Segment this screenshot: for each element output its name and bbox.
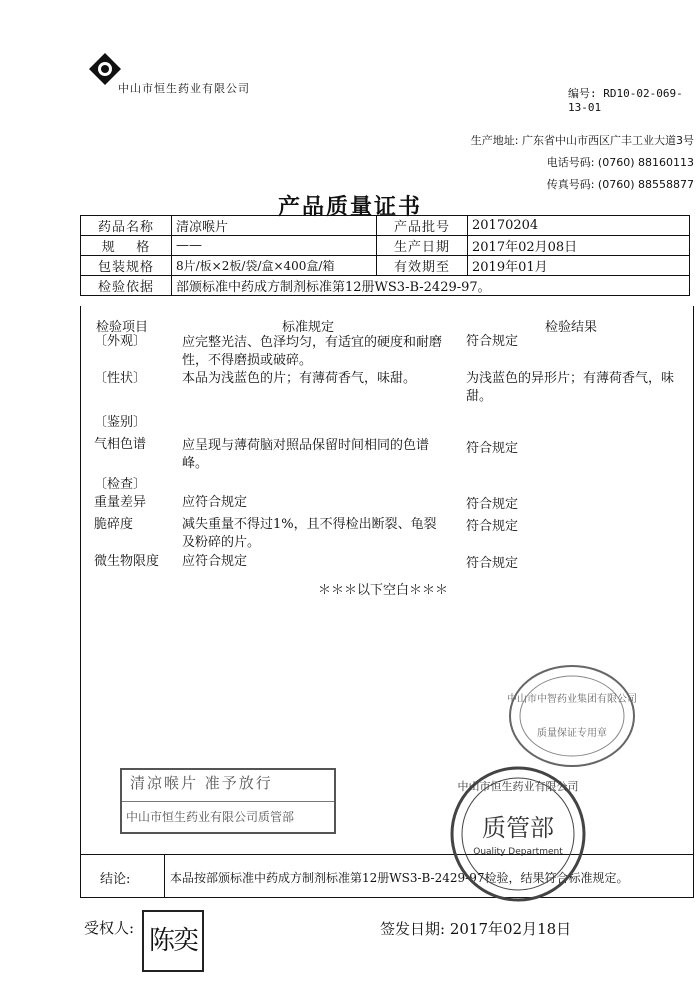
- blank-below-note: ＊＊＊以下空白＊＊＊: [318, 583, 449, 598]
- seal-text: 中山市中智药业集团有限公司: [507, 694, 637, 705]
- column-header-item: 检验项目: [96, 320, 149, 335]
- row-standard: 减失重量不得过1%，且不得检出断裂、龟裂及粉碎的片。: [182, 517, 437, 550]
- row-standard: 应完整光洁、色泽均匀，有适宜的硬度和耐磨性，不得磨损或破碎。: [182, 335, 443, 368]
- address-block: [274, 130, 694, 196]
- seal-ring-text: 中山市恒生药业有限公司: [457, 780, 579, 793]
- expiry-label: 有效期至: [377, 256, 468, 276]
- row-standard: 应符合规定: [182, 495, 248, 510]
- release-stamp: [120, 768, 336, 834]
- product-info-table: [80, 215, 690, 296]
- expiry-value: 2019年01月: [468, 256, 690, 276]
- release-stamp-line1: 清凉喉片 准予放行: [130, 774, 273, 792]
- seal-center-subtext: Quality Department: [473, 847, 563, 857]
- row-item: 重量差异: [94, 495, 147, 510]
- page-title: 产品质量证书: [277, 194, 422, 220]
- row-result: 符合规定: [466, 519, 519, 534]
- seal-subtext: 质量保证专用章: [537, 728, 607, 739]
- row-item: 〔外观〕: [94, 334, 147, 349]
- company-name: 中山市恒生药业有限公司: [118, 82, 250, 95]
- group-qa-seal: [506, 662, 638, 770]
- row-item: 气相色谱: [94, 437, 147, 452]
- phone-number: 电话号码: (0760) 88160113: [546, 156, 694, 169]
- row-result: 为浅蓝色的异形片；有薄荷香气，味甜。: [466, 371, 675, 404]
- column-header-result: 检验结果: [545, 320, 598, 335]
- row-result: 符合规定: [466, 556, 519, 571]
- row-result: 符合规定: [466, 497, 519, 512]
- production-date-value: 2017年02月08日: [468, 236, 690, 256]
- conclusion-divider: [164, 854, 165, 898]
- signature-text: 陈奕: [148, 926, 197, 956]
- packaging-value: 8片/板×2板/袋/盒×400盒/箱: [172, 256, 377, 276]
- row-item: 〔性状〕: [94, 371, 147, 386]
- spec-label: 规 格: [81, 236, 172, 256]
- test-basis-value: 部颁标准中药成方制剂标准第12册WS3-B-2429-97。: [172, 276, 690, 296]
- row-item: 微生物限度: [94, 554, 160, 569]
- fax-number: 传真号码: (0760) 88558877: [546, 178, 694, 191]
- row-standard: 应呈现与薄荷脑对照品保留时间相同的色谱峰。: [182, 438, 430, 471]
- conclusion-label: 结论:: [100, 872, 131, 887]
- conclusion-text: 本品按部颁标准中药成方制剂标准第12册WS3-B-2429-97检验，结果符合标准规定。: [170, 871, 629, 885]
- test-basis-label: 检验依据: [81, 276, 172, 296]
- row-standard: 应符合规定: [182, 554, 248, 569]
- row-item: 脆碎度: [94, 517, 134, 532]
- drug-name-value: 清凉喉片: [172, 216, 377, 236]
- issue-date: 签发日期: 2017年02月18日: [380, 920, 572, 938]
- row-result: 符合规定: [466, 334, 519, 349]
- seal-center-text: 质管部: [482, 814, 554, 842]
- production-address: 生产地址: 广东省中山市西区广丰工业大道3号: [470, 134, 694, 147]
- signature-stamp: [142, 910, 204, 972]
- row-item: 〔鉴别〕: [94, 415, 147, 430]
- production-date-label: 生产日期: [377, 236, 468, 256]
- row-item: 〔检查〕: [94, 477, 147, 492]
- authorized-person-label: 受权人:: [84, 919, 135, 937]
- packaging-label: 包装规格: [81, 256, 172, 276]
- batch-value: 20170204: [468, 216, 690, 236]
- batch-label: 产品批号: [377, 216, 468, 236]
- quality-department-seal: [448, 764, 588, 904]
- document-number: 编号: RD10-02-069-13-01: [568, 87, 683, 114]
- release-stamp-line2: 中山市恒生药业有限公司质管部: [122, 801, 334, 825]
- column-header-standard: 标准规定: [282, 320, 335, 335]
- row-standard: 本品为浅蓝色的片；有薄荷香气，味甜。: [182, 371, 417, 386]
- company-logo: [88, 52, 122, 86]
- drug-name-label: 药品名称: [81, 216, 172, 236]
- row-result: 符合规定: [466, 441, 519, 456]
- spec-value: ——: [172, 236, 377, 256]
